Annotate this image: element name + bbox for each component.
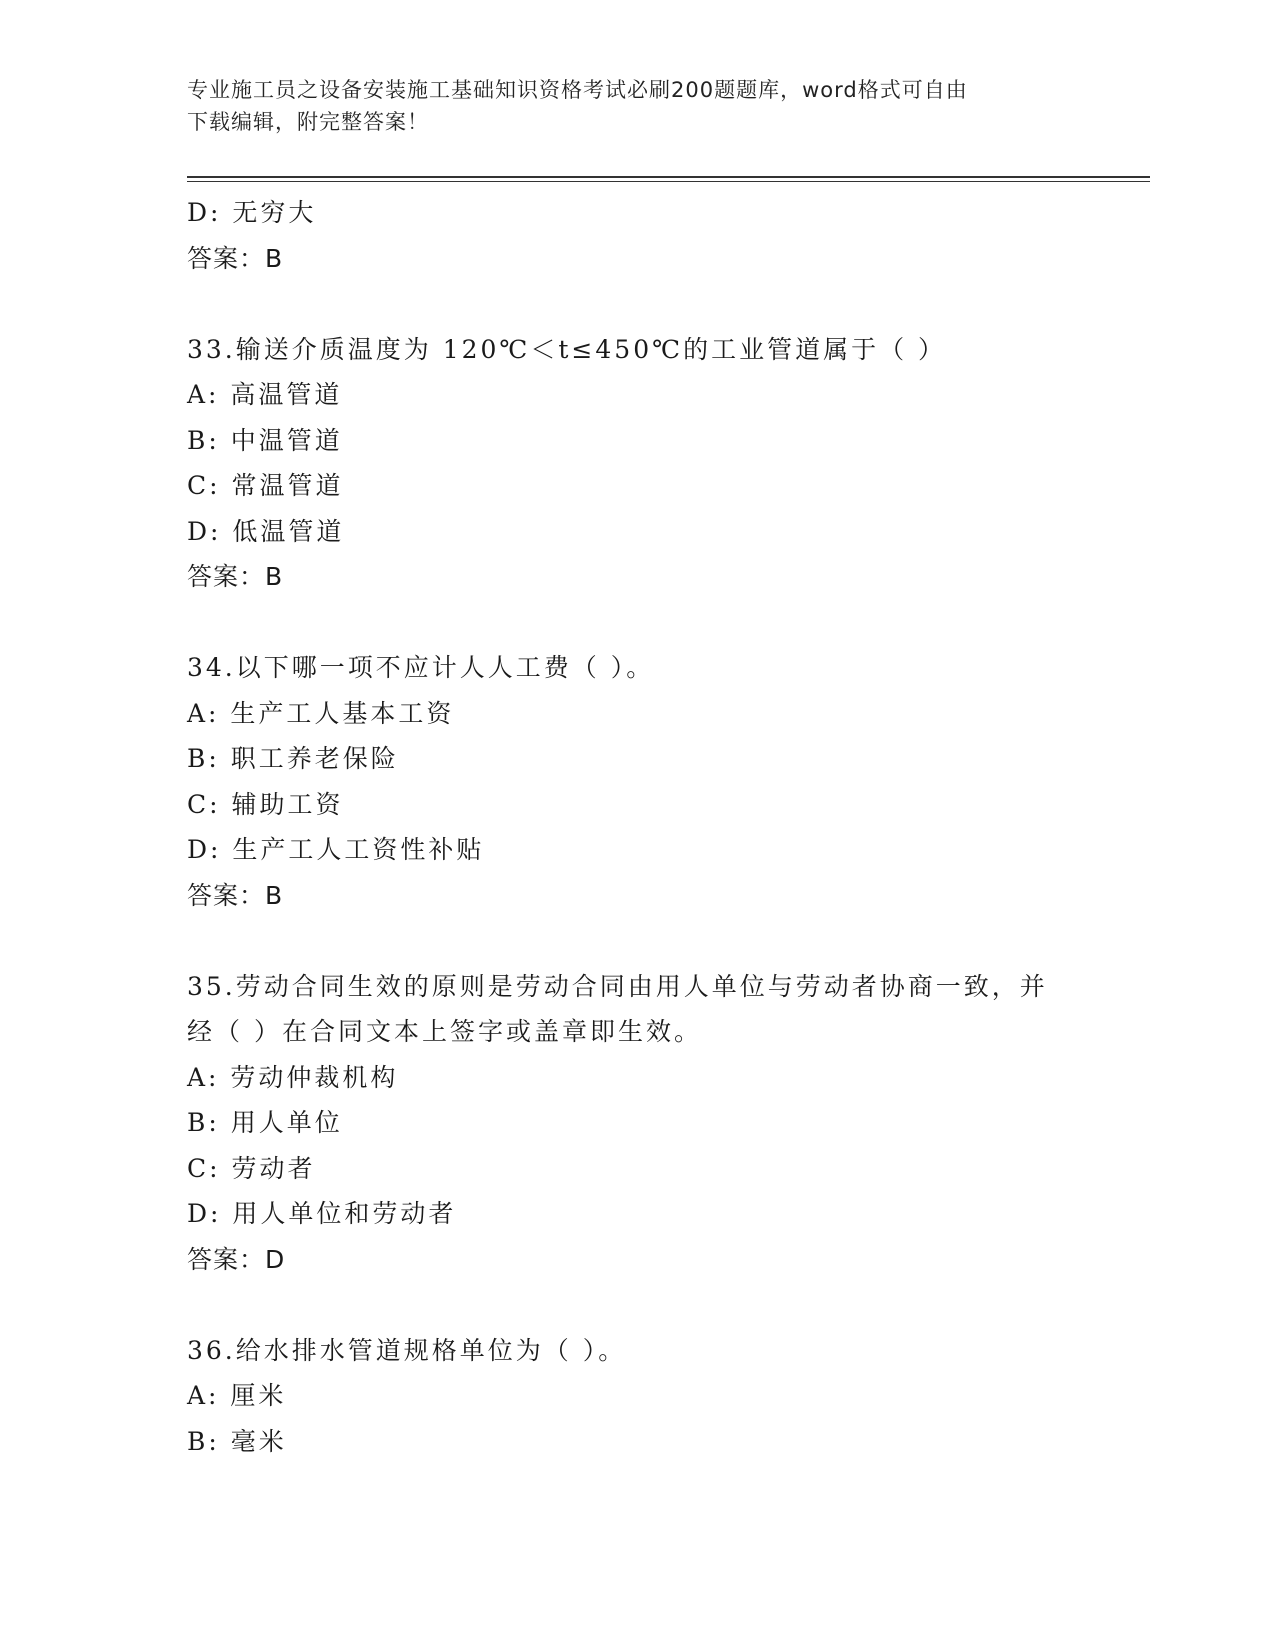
spacer [187,600,1150,646]
option-d: D: 低温管道 [187,516,345,546]
answer-line: 答案：B [187,243,284,273]
spacer [187,918,1150,964]
option-a: A: 劳动仲裁机构 [187,1062,399,1092]
option-c: C: 劳动者 [187,1153,316,1183]
option-a: A: 高温管道 [187,380,343,409]
option-b: B: 中温管道 [187,425,343,455]
question-title-line-2: 经（ ）在合同文本上签字或盖章即生效。 [187,1017,702,1046]
question-title: 36.给水排水管道规格单位为（ ）。 [187,1335,627,1365]
answer-line: 答案：B [187,562,284,591]
header-rule-thin [187,181,1150,182]
option-a: A: 厘米 [187,1381,287,1410]
option-d: D: 生产工人工资性补贴 [187,835,485,864]
option-b: B: 职工养老保险 [187,744,399,773]
question-title-line-1: 35.劳动合同生效的原则是劳动合同由用人单位与劳动者协商一致，并 [187,971,1048,1001]
option-c: C: 辅助工资 [187,789,344,819]
answer-line: 答案：B [187,880,284,910]
spacer [187,281,1150,327]
option-b: B: 毫米 [187,1426,287,1456]
question-title: 34.以下哪一项不应计人人工费（ ）。 [187,653,655,682]
header-line-1: 专业施工员之设备安装施工基础知识资格考试必刷200题题库，word格式可自由 [187,78,968,102]
question-content [187,190,1150,1464]
answer-line: 答案：D [187,1244,286,1274]
option-a: A: 生产工人基本工资 [187,698,455,728]
option-d: D: 用人单位和劳动者 [187,1199,457,1228]
question-title: 33.输送介质温度为 120℃＜t≤450℃的工业管道属于（ ） [187,334,947,364]
header-line-2: 下载编辑，附完整答案！ [187,110,429,134]
page-header [187,74,1087,138]
option-b: B: 用人单位 [187,1108,343,1137]
spacer [187,1282,1150,1328]
option-c: C: 常温管道 [187,471,344,500]
header-rule-thick [187,176,1150,178]
option-d: D: 无穷大 [187,198,317,227]
